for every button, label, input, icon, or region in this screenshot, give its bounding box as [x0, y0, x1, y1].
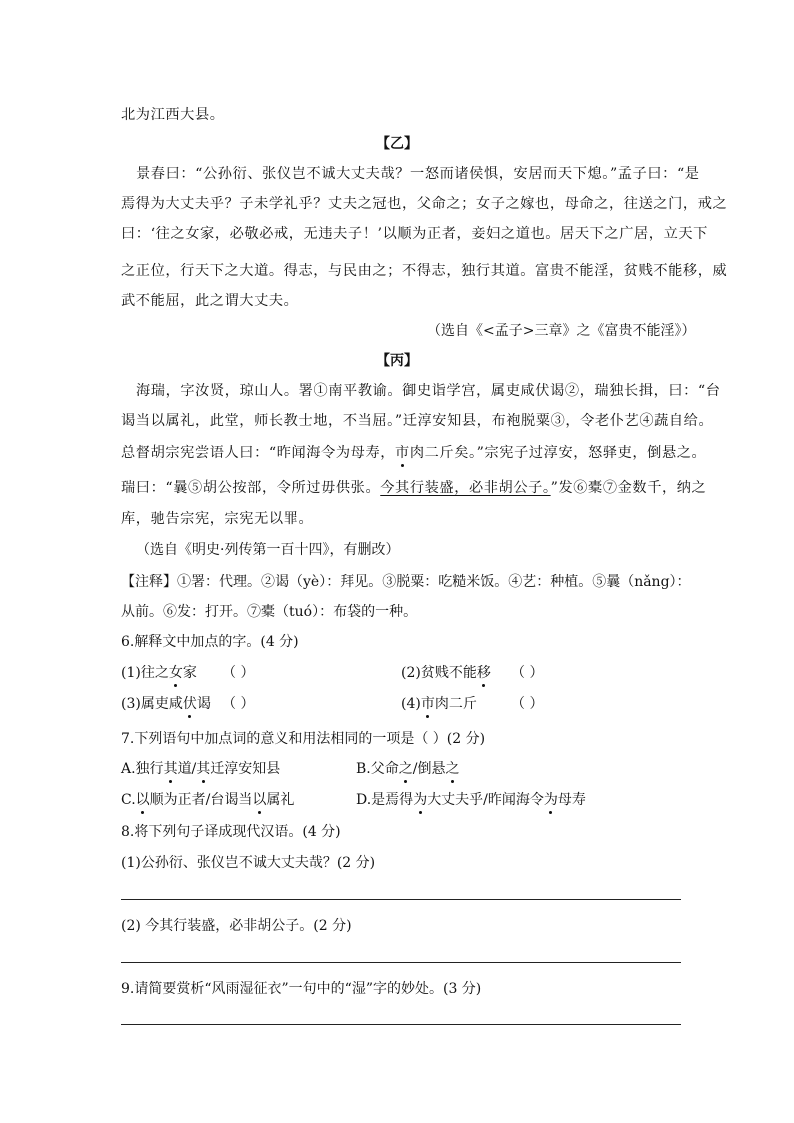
text-run: (1)往之 [121, 665, 169, 681]
q7-option-c[interactable] [121, 791, 294, 809]
text-run: C. [121, 792, 136, 808]
passage-yi-heading: 【乙】 [376, 136, 418, 152]
dotted-char: 为 [543, 792, 558, 808]
text-run: 大丈夫乎/昨闻海令 [427, 792, 544, 808]
q8-answer-line-2[interactable] [121, 962, 681, 963]
q6-stem: 6.解释文中加点的字。(4 分) [121, 634, 299, 650]
text-run: 道/ [177, 761, 197, 777]
q6-answer-blank-1[interactable]: （ ） [222, 665, 255, 681]
text-run: 母寿 [557, 792, 586, 808]
q7-option-b[interactable] [356, 760, 459, 778]
text-run: 迁淳安知县 [210, 761, 281, 777]
dotted-char: 其 [196, 761, 211, 777]
text-run: (3)属吏咸 [121, 696, 183, 712]
passage-bing-source: （选自《明史·列传第一百十四》，有删改） [136, 542, 400, 558]
text-run: 总督胡宗宪尝语人曰：“昨闻海令为母寿， [121, 445, 396, 461]
notes-line: 从前。⑥发：打开。⑦橐（tuó）：布袋的一种。 [121, 604, 418, 620]
dotted-char: 女 [168, 665, 183, 681]
text-run: 肉二斤矣。”宗宪子过淳安，怒驿吏，倒悬之。 [409, 445, 707, 461]
passage-yi-source: （选自《<孟子>三章》之《富贵不能淫》） [427, 323, 696, 339]
q9-stem: 9.请简要赏析“风雨湿征衣”一句中的“湿”字的妙处。(3 分) [121, 981, 482, 997]
q6-answer-blank-3[interactable]: （ ） [222, 696, 255, 712]
text-run: (4) [401, 696, 421, 712]
text-run: 谒 [196, 696, 211, 712]
dotted-char: 伏 [182, 696, 197, 712]
dotted-char: 之 [398, 761, 413, 777]
passage-bing-heading: 【丙】 [376, 353, 418, 369]
passage-bing-line [121, 444, 706, 462]
q7-option-a[interactable] [121, 760, 280, 778]
passage-bing-line [121, 479, 706, 497]
q8-answer-line-1[interactable] [121, 899, 681, 900]
text-run: (2)贫贱不能 [401, 665, 477, 681]
text-run: D.是焉得 [356, 792, 414, 808]
q7-option-d[interactable] [356, 791, 586, 809]
text-run: ”发⑥橐⑦金数千，纳之 [550, 480, 707, 496]
q7-stem: 7.下列语句中加点词的意义和用法相同的一项是（ ）(2 分) [121, 731, 486, 747]
text-run: 肉二斤 [434, 696, 477, 712]
dotted-char: 以 [135, 792, 150, 808]
q6-item-1 [121, 664, 197, 682]
notes-line: 【注释】①署：代理。②谒（yè）：拜见。③脱粟：吃糙米饭。④艺：种植。⑤曩（nǎng）： [121, 574, 691, 590]
dotted-char: 以 [252, 792, 267, 808]
q6-item-2 [401, 664, 491, 682]
q8-sentence-1: (1)公孙衍、张仪岂不诚大丈夫哉？(2 分) [121, 855, 376, 871]
passage-yi-line: 曰：‘往之女家，必敬必戒，无违夫子！’以顺为正者，妾妇之道也。居天下之广居，立天下 [121, 226, 708, 242]
passage-bing-line: 库，驰告宗宪，宗宪无以罪。 [121, 511, 314, 527]
dotted-char: 之 [445, 761, 460, 777]
q6-answer-blank-4[interactable]: （ ） [511, 696, 544, 712]
dotted-char: 其 [163, 761, 178, 777]
passage-yi-line: 景春曰：“公孙衍、张仪岂不诚大丈夫哉？一怒而诸侯惧，安居而天下熄。”孟子曰：“是 [136, 166, 700, 182]
passage-bing-line: 谒当以属礼，此堂，师长教士地，不当屈。”迁淳安知县，布袍脱粟③，令老仆艺④蔬自给。 [121, 413, 714, 429]
underlined-sentence: 今其行装盛，必非胡公子。 [380, 480, 551, 496]
q9-answer-line[interactable] [121, 1024, 681, 1025]
dotted-char: 市 [420, 696, 435, 712]
passage-yi-line: 武不能屈，此之谓大丈夫。 [121, 293, 299, 309]
q6-item-4 [401, 695, 477, 713]
text-run: A.独行 [121, 761, 164, 777]
q6-item-3 [121, 695, 211, 713]
q6-answer-blank-2[interactable]: （ ） [511, 665, 544, 681]
dotted-char: 移 [476, 665, 491, 681]
q8-sentence-2: (2) 今其行装盛，必非胡公子。(2 分) [121, 918, 352, 934]
text-run: 家 [182, 665, 197, 681]
text-run: 属礼 [266, 792, 295, 808]
text-run: B.父命 [356, 761, 399, 777]
passage-bing-line: 海瑞，字汝贤，琼山人。署①南平教谕。御史诣学宫，属吏咸伏谒②，瑞独长揖，曰：“台 [136, 383, 721, 399]
text-run: 瑞曰：“曩⑤胡公按部，令所过毋供张。 [121, 480, 381, 496]
text-run: /倒悬 [412, 761, 446, 777]
dotted-char: 为 [413, 792, 428, 808]
text-run: 顺为正者/台谒当 [149, 792, 253, 808]
dotted-char: 市 [395, 445, 410, 461]
passage-yi-line: 之正位，行天下之大道。得志，与民由之；不得志，独行其道。富贵不能淫，贫贱不能移，威 [121, 263, 728, 279]
passage-yi-line: 焉得为大丈夫乎？子未学礼乎？丈夫之冠也，父命之；女子之嫁也，母命之，往送之门，戒之 [121, 196, 728, 212]
intro-tail: 北为江西大县。 [121, 107, 225, 123]
q8-stem: 8.将下列句子译成现代汉语。(4 分) [121, 824, 341, 840]
